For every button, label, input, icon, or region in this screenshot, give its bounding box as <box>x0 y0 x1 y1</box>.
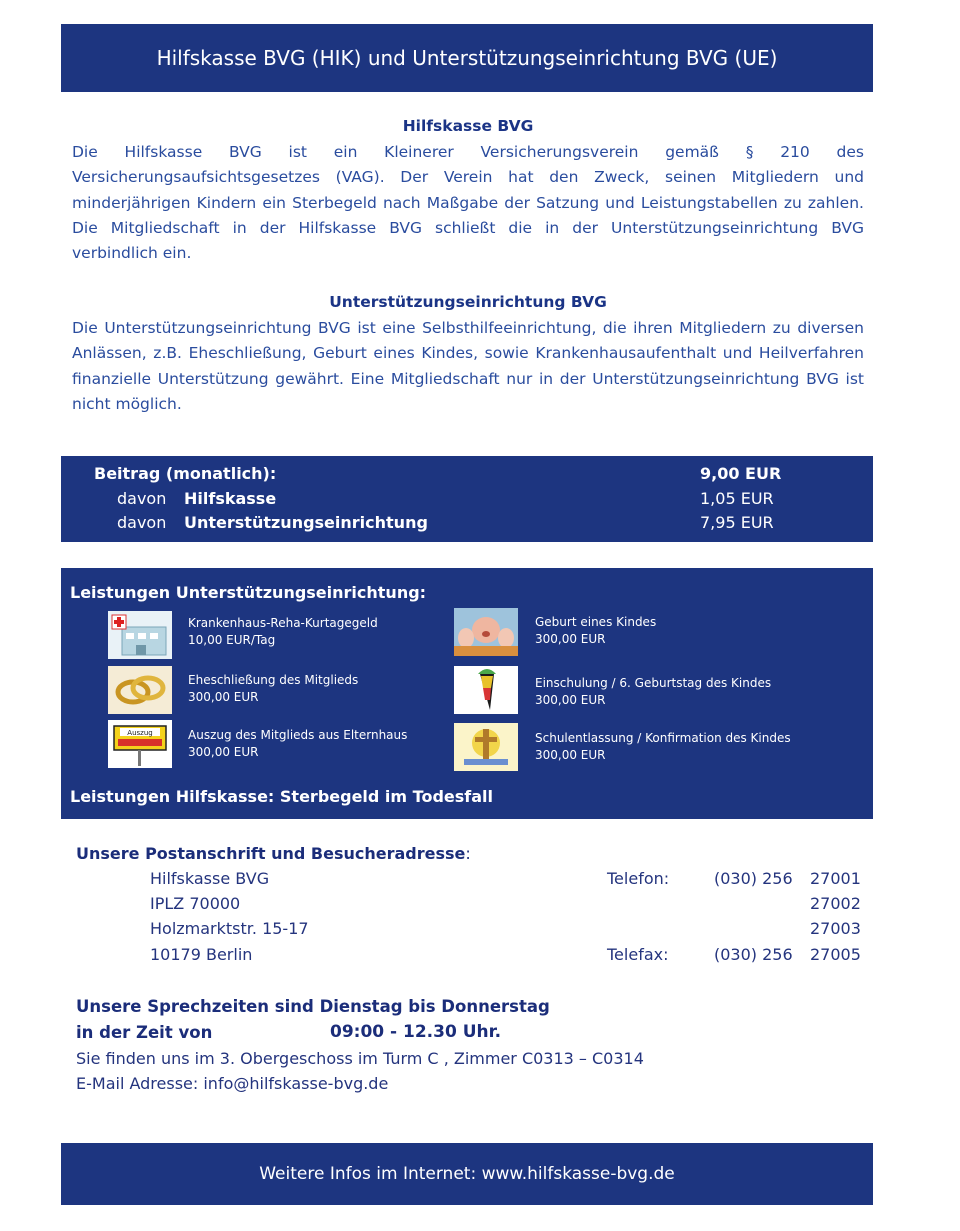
hours-heading: Unsere Sprechzeiten sind Dienstag bis Donnerstag <box>76 997 550 1016</box>
hik-description: Die Hilfskasse BVG ist ein Kleinerer Versicherungsverein gemäß § 210 des Versicherungsaufsichtsgesetzes (VAG). Der Verein hat den Zweck, seinen Mitgliedern und minderjährigen Kindern ein Sterbegeld nach Maßgabe der Satzung und Leistungstabellen zu zahlen. Die Mitgliedschaft in der Hilfskasse BVG schließt die in der Unterstützungseinrichtung BVG verbindlich ein. <box>72 143 864 263</box>
leistung-schulentlassung <box>535 730 791 764</box>
moving-sign-icon <box>108 720 172 768</box>
telefon-number: 27001 <box>810 869 861 888</box>
telefon-label: Telefon: <box>607 869 670 888</box>
address-line: Holzmarktstr. 15-17 <box>150 919 309 938</box>
fee-hik-amount: 1,05 EUR <box>700 489 774 508</box>
leistung-name: Schulentlassung / Konfirmation des Kindes <box>535 731 791 745</box>
address-line: 10179 Berlin <box>150 945 253 964</box>
leistung-einschulung <box>535 675 771 709</box>
leistung-amount: 10,00 EUR/Tag <box>188 633 276 647</box>
fee-hik-label: Hilfskasse <box>184 489 277 508</box>
leistungen-box <box>61 568 873 819</box>
telefax-prefix: (030) 256 <box>714 945 793 964</box>
fee-total-row <box>61 464 873 488</box>
address-line: IPLZ 70000 <box>150 894 241 913</box>
telefon-number: 27002 <box>810 894 861 913</box>
website-link[interactable]: Weitere Infos im Internet: www.hilfskasse-bvg.de <box>259 1164 675 1184</box>
ue-description: Die Unterstützungseinrichtung BVG ist eine Selbsthilfeeinrichtung, die ihren Mitgliedern zu diversen Anlässen, z.B. Eheschließung, Geburt eines Kindes, sowie Krankenhausaufenthalt und Heilverfahren finanzielle Unterstützung gewährt. Eine Mitgliedschaft nur in der Unterstützungseinrichtung BVG ist nicht möglich. <box>72 319 864 413</box>
fee-ue-label: Unterstützungseinrichtung <box>184 513 428 532</box>
fee-davon-label: davon <box>117 513 167 532</box>
email-address[interactable]: E-Mail Adresse: info@hilfskasse-bvg.de <box>76 1074 389 1093</box>
school-cone-icon <box>454 666 518 714</box>
hours-time: 09:00 - 12.30 Uhr. <box>330 1022 502 1042</box>
leistung-auszug <box>188 727 407 761</box>
fee-total-amount: 9,00 EUR <box>700 464 782 483</box>
telefon-prefix: (030) 256 <box>714 869 793 888</box>
leistung-name: Krankenhaus-Reha-Kurtagegeld <box>188 616 378 630</box>
leistung-krankenhaus <box>188 615 378 649</box>
fee-ue-amount: 7,95 EUR <box>700 513 774 532</box>
ue-section-title: Unterstützungseinrichtung BVG <box>329 293 607 311</box>
telefax-label: Telefax: <box>607 945 669 964</box>
ue-leistungen-title: Leistungen Unterstützungseinrichtung: <box>70 583 427 602</box>
header-banner <box>61 24 873 92</box>
hospital-icon <box>108 611 172 659</box>
fee-box <box>61 456 873 542</box>
fee-total-label: Beitrag (monatlich): <box>94 464 277 483</box>
leistung-amount: 300,00 EUR <box>188 745 259 759</box>
footer-banner <box>61 1143 873 1205</box>
fee-davon-label: davon <box>117 489 167 508</box>
confirmation-icon <box>454 723 518 771</box>
leistung-geburt <box>535 614 656 648</box>
telefon-number: 27003 <box>810 919 861 938</box>
telefax-number: 27005 <box>810 945 861 964</box>
moving-sign-text: Auszug <box>127 729 153 737</box>
leistung-amount: 300,00 EUR <box>535 693 606 707</box>
address-heading: Unsere Postanschrift und Besucheradresse: <box>76 844 471 863</box>
leistung-amount: 300,00 EUR <box>188 690 259 704</box>
leistung-name: Auszug des Mitglieds aus Elternhaus <box>188 728 408 742</box>
wedding-rings-icon <box>108 666 172 714</box>
leistung-amount: 300,00 EUR <box>535 632 606 646</box>
hours-label: in der Zeit von <box>76 1023 213 1042</box>
hik-leistungen-title: Leistungen Hilfskasse: Sterbegeld im Todesfall <box>70 787 493 806</box>
leistung-eheschliessung <box>188 672 358 706</box>
leistung-name: Eheschließung des Mitglieds <box>188 673 359 687</box>
address-line: Hilfskasse BVG <box>150 869 270 888</box>
leistung-name: Einschulung / 6. Geburtstag des Kindes <box>535 676 772 690</box>
fee-hik-row <box>61 489 873 513</box>
page-title: Hilfskasse BVG (HIK) und Unterstützungseinrichtung BVG (UE) <box>156 46 778 70</box>
fee-ue-row <box>61 513 873 537</box>
leistung-amount: 300,00 EUR <box>535 748 606 762</box>
baby-icon <box>454 608 518 656</box>
location-text: Sie finden uns im 3. Obergeschoss im Turm C , Zimmer C0313 – C0314 <box>76 1049 644 1068</box>
hik-section-title: Hilfskasse BVG <box>402 117 534 135</box>
leistung-name: Geburt eines Kindes <box>535 615 657 629</box>
